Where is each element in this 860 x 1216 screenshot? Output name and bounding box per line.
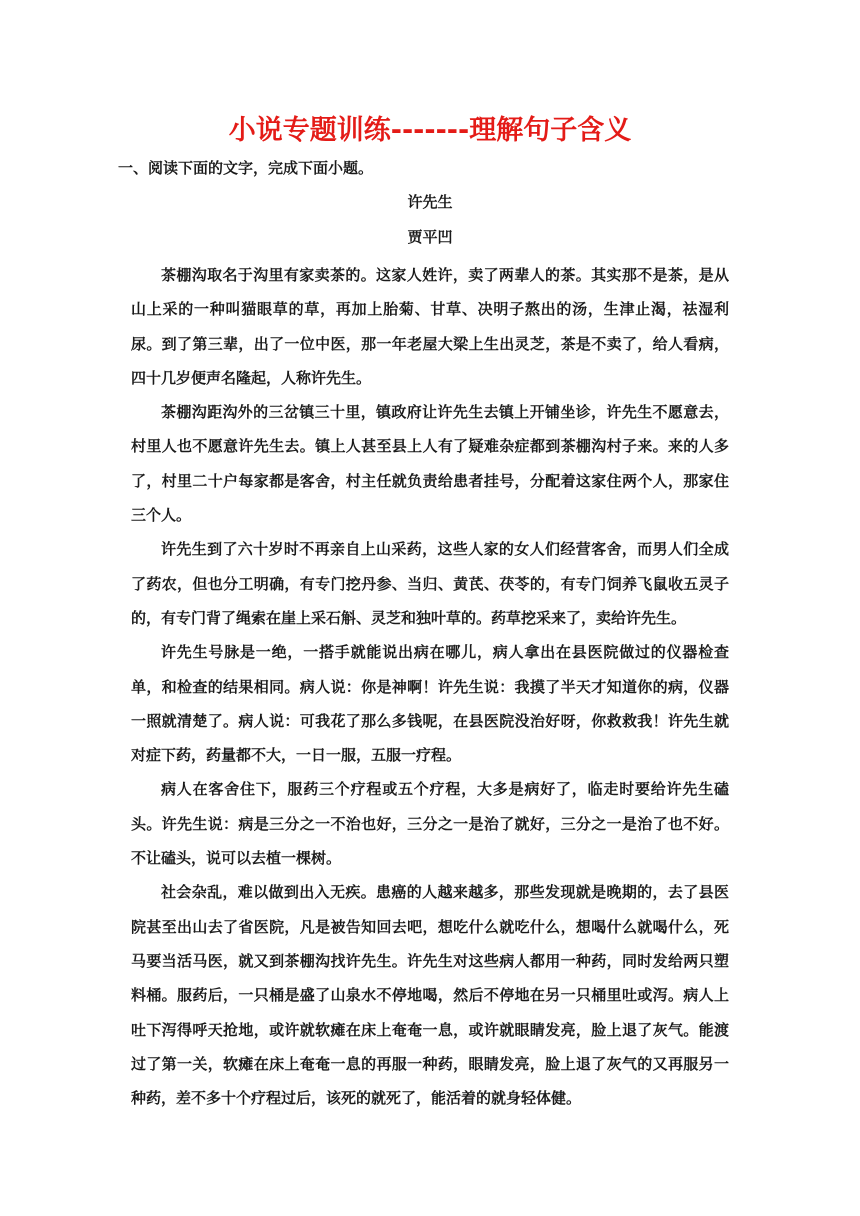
story-body [131,258,729,1115]
document-title: 小说专题训练-------理解句子含义 [228,115,632,146]
paragraph: 社会杂乱，难以做到出入无疾。患癌的人越来越多，那些发现就是晚期的，去了县医院甚至出山去了省医院，凡是被告知回去吧，想吃什么就吃什么，想喝什么就喝什么，死马要当活马医，就又到茶棚沟找许先生。许先生对这些病人都用一种药，同时发给两只塑料桶。服药后，一只桶是盛了山泉水不停地喝，然后不停地在另一只桶里吐或泻。病人上吐下泻得呼天抢地，或许就软瘫在床上奄奄一息，或许就眼睛发亮，脸上退了灰气。能渡过了第一关，软瘫在床上奄奄一息的再服一种药，眼睛发亮，脸上退了灰气的又再服另一种药，差不多十个疗程过后，该死的就死了，能活着的就身轻体健。 [131,883,729,1108]
section-heading: 一、阅读下面的文字，完成下面小题。 [118,159,374,177]
paragraph: 许先生到了六十岁时不再亲自上山采药，这些人家的女人们经营客舍，而男人们全成了药农，但也分工明确，有专门挖丹参、当归、黄芪、茯苓的，有专门饲养飞鼠收五灵子的，有专门背了绳索在崖上采石斛、灵芝和独叶草的。药草挖采来了，卖给许先生。 [131,540,729,627]
story-author: 贾平凹 [407,228,453,246]
paragraph: 茶棚沟取名于沟里有家卖茶的。这家人姓许，卖了两辈人的茶。其实那不是茶，是从山上采的一种叫猫眼草的草，再加上胎菊、甘草、决明子熬出的汤，生津止渴，祛湿利尿。到了第三辈，出了一位中医，那一年老屋大梁上生出灵芝，茶是不卖了，给人看病，四十几岁便声名隆起，人称许先生。 [131,266,729,387]
story-title: 许先生 [407,193,453,211]
paragraph: 病人在客舍住下，服药三个疗程或五个疗程，大多是病好了，临走时要给许先生磕头。许先生说：病是三分之一不治也好，三分之一是治了就好，三分之一是治了也不好。不让磕头，说可以去植一棵树。 [131,780,729,868]
paragraph: 茶棚沟距沟外的三岔镇三十里，镇政府让许先生去镇上开铺坐诊，许先生不愿意去，村里人也不愿意许先生去。镇上人甚至县上人有了疑难杂症都到茶棚沟村子来。来的人多了，村里二十户每家都是客舍，村主任就负责给患者挂号，分配着这家住两个人，那家住三个人。 [131,403,729,525]
paragraph: 许先生号脉是一绝，一搭手就能说出病在哪儿，病人拿出在县医院做过的仪器检查单，和检查的结果相同。病人说：你是神啊！许先生说：我摸了半天才知道你的病，仪器一照就清楚了。病人说：可我花了那么多钱呢，在县医院没治好呀，你救救我！许先生就对症下药，药量都不大，一日一服，五服一疗程。 [131,643,729,765]
